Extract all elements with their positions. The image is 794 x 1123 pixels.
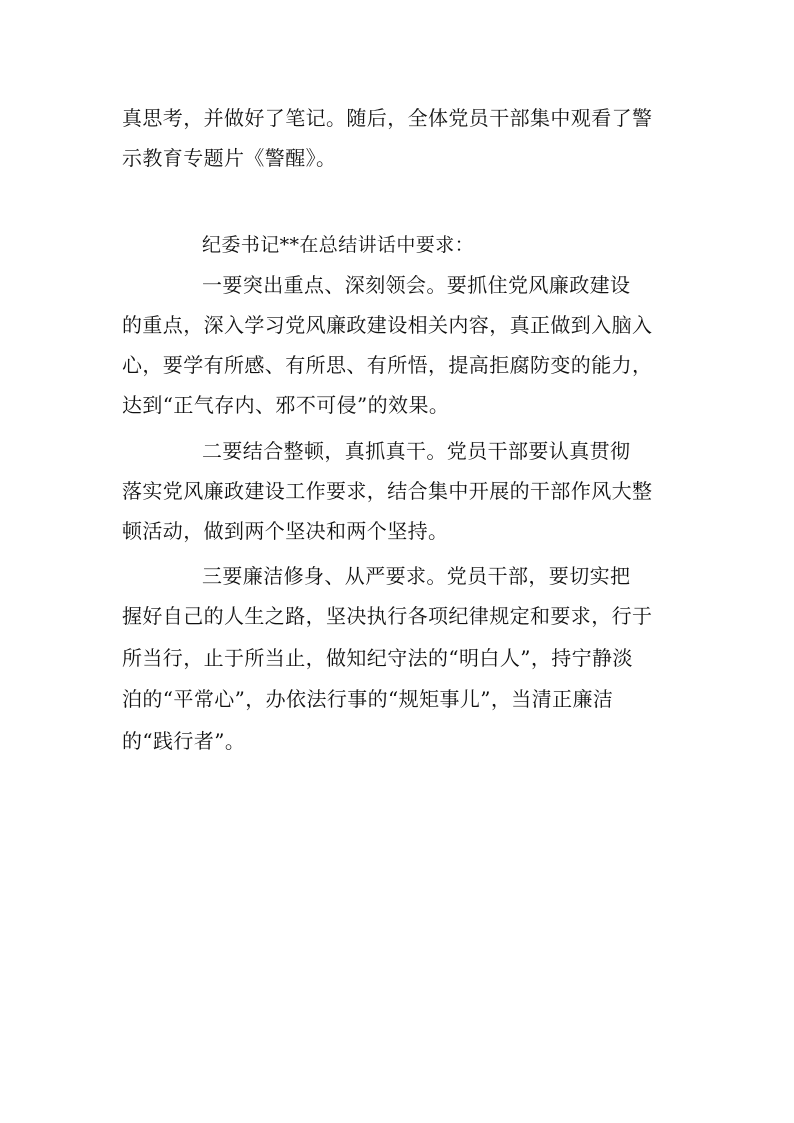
requirement-2-line-3: 顿活动，做到两个坚决和两个坚持。: [122, 519, 449, 543]
requirement-1-line-4: 达到“正气存内、邪不可侵”的效果。: [122, 393, 450, 417]
summary-heading: 纪委书记**在总结讲话中要求：: [202, 234, 475, 256]
requirement-2-line-2: 落实党风廉政建设工作要求，结合集中开展的干部作风大整: [122, 479, 653, 503]
requirement-1-line-1: 一要突出重点、深刻领会。要抓住党风廉政建设: [202, 273, 631, 297]
requirement-1-line-3: 心，要学有所感、有所思、有所悟，提高拒腐防变的能力，: [122, 353, 653, 377]
intro-line-2: 示教育专题片《警醒》。: [122, 146, 337, 170]
intro-line-1: 真思考，并做好了笔记。随后，全体党员干部集中观看了警: [122, 106, 653, 130]
requirement-3-line-1: 三要廉洁修身、从严要求。党员干部，要切实把: [202, 564, 631, 588]
requirement-2-line-1: 二要结合整顿，真抓真干。党员干部要认真贯彻: [202, 439, 631, 463]
requirement-1-line-2: 的重点，深入学习党风廉政建设相关内容，真正做到入脑入: [122, 313, 653, 337]
requirement-3-line-4: 泊的“平常心”，办依法行事的“规矩事儿”，当清正廉洁: [122, 687, 614, 711]
requirement-3-line-2: 握好自己的人生之路，坚决执行各项纪律规定和要求，行于: [122, 604, 653, 628]
requirement-3-line-5: 的“践行者”。: [122, 729, 246, 753]
requirement-3-line-3: 所当行，止于所当止，做知纪守法的“明白人”，持宁静淡: [122, 646, 633, 670]
